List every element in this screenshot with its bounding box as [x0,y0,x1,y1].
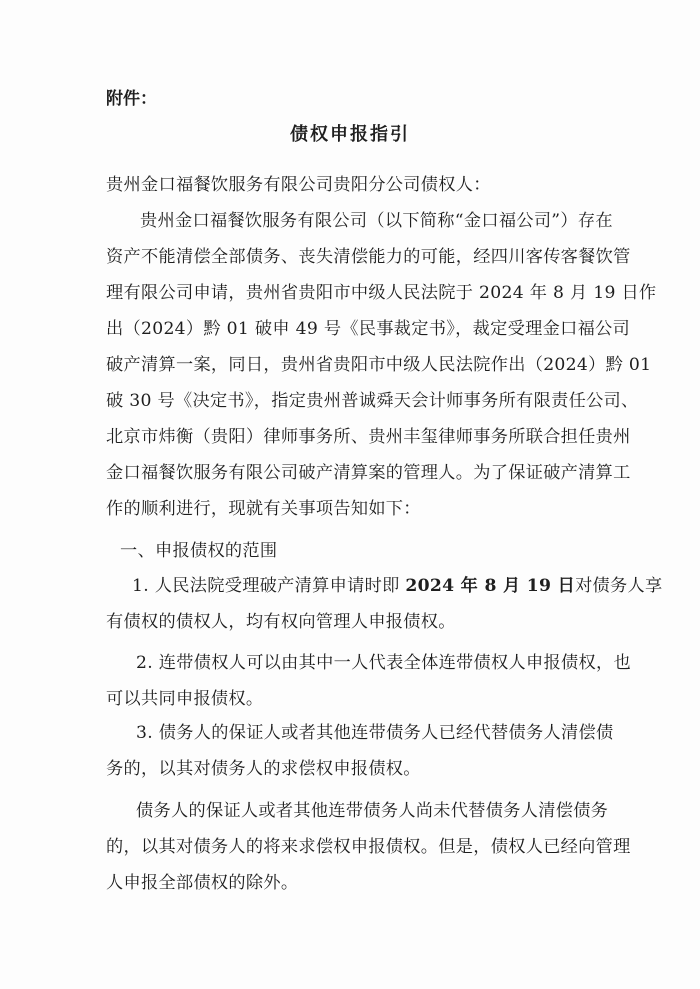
intro-line-7: 北京市炜衡（贵阳）律师事务所、贵州丰玺律师事务所联合担任贵州 [106,427,631,447]
section-heading-scope: 一、申报债权的范围 [120,541,278,561]
intro-line-6: 破 30 号《决定书》，指定贵州普诚舜天会计师事务所有限责任公司、 [106,391,639,411]
guarantor-line-2: 的，以其对债务人的将来求偿权申报债权。但是，债权人已经向管理 [106,837,631,857]
intro-line-2: 资产不能清偿全部债务、丧失清偿能力的可能，经四川客传客餐饮管 [106,247,631,267]
intro-line-3: 理有限公司申请，贵州省贵阳市中级人民法院于 2024 年 8 月 19 日作 [106,283,657,303]
greeting-line: 贵州金口福餐饮服务有限公司贵阳分公司债权人： [106,175,491,195]
item-1-line-1 [132,568,663,604]
item-2-line-1: 2. 连带债权人可以由其中一人代表全体连带债权人申报债权，也 [136,653,631,673]
item-1-suffix: 对债务人享 [575,576,663,596]
item-3-line-1: 3. 债务人的保证人或者其他连带债务人已经代替债务人清偿债 [136,723,614,743]
item-1-prefix: 1. 人民法院受理破产清算申请时即 [132,576,406,596]
attachment-label: 附件： [106,89,157,109]
intro-line-8: 金口福餐饮服务有限公司破产清算案的管理人。为了保证破产清算工 [106,463,631,483]
item-3-line-2: 务的，以其对债务人的求偿权申报债权。 [106,759,421,779]
document-title: 债权申报指引 [290,124,410,145]
intro-line-9: 作的顺利进行，现就有关事项告知如下： [106,499,421,519]
item-1-line-2: 有债权的债权人，均有权向管理人申报债权。 [106,612,456,632]
guarantor-line-3: 人申报全部债权的除外。 [106,873,299,893]
intro-line-1: 贵州金口福餐饮服务有限公司（以下简称“金口福公司”）存在 [140,211,613,231]
intro-line-5: 破产清算一案，同日，贵州省贵阳市中级人民法院作出（2024）黔 01 [106,355,652,375]
item-2-line-2: 可以共同申报债权。 [106,689,264,709]
intro-line-4: 出（2024）黔 01 破申 49 号《民事裁定书》，裁定受理金口福公司 [106,319,631,339]
item-1-date: 2024 年 8 月 19 日 [405,576,576,596]
guarantor-line-1: 债务人的保证人或者其他连带债务人尚未代替债务人清偿债务 [136,801,609,821]
